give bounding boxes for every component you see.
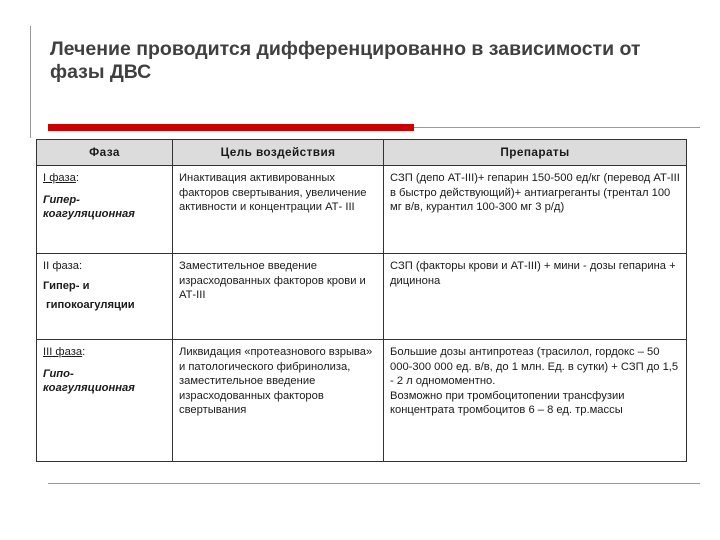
- phase-label: III фаза: [43, 346, 83, 358]
- table-row: [37, 340, 687, 462]
- goal-cell: Инактивация активированных факторов свертывания, увеличение активности и концентрации АТ- III: [173, 166, 384, 254]
- phase-label-line: [43, 171, 166, 186]
- phase-name: Гипо- коагуляционная: [43, 367, 135, 394]
- header-phase: Фаза: [37, 140, 173, 166]
- drugs-cell: Большие дозы антипротеаз (трасилол, гордокс – 50 000-300 000 ед. в/в, до 1 млн. Ед. в сутки) + СЗП до 1,5 - 2 л одномоментно. Возможно при тромбоцитопении трансфузии концентрата тромбоцитов 6 – 8 ед. тр.массы: [384, 340, 687, 462]
- drugs-cell: СЗП (факторы крови и АТ-III) + мини - дозы гепарина + дицинона: [384, 254, 687, 340]
- phase-label-line: [43, 345, 166, 360]
- treatment-table: [36, 139, 687, 462]
- footer-rule: [48, 483, 700, 484]
- phase-colon: :: [75, 172, 79, 184]
- phase-name: Гипер- и: [43, 279, 90, 292]
- phase-label: I фаза: [43, 172, 76, 184]
- goal-cell: Заместительное введение израсходованных факторов крови и АТ-III: [173, 254, 384, 340]
- title-underline: [414, 127, 700, 128]
- phase-name: Гипер- коагуляционная: [43, 193, 135, 220]
- phase-label: II фаза:: [43, 260, 83, 272]
- accent-bar: [48, 124, 414, 131]
- phase-colon: :: [82, 346, 86, 358]
- slide-title: Лечение проводится дифференцированно в зависимости от фазы ДВС: [50, 38, 641, 83]
- table-row: [37, 166, 687, 254]
- phase-cell: [37, 254, 173, 340]
- phase-cell: [37, 340, 173, 462]
- phase-name-continued: гипокоагуляции: [46, 299, 135, 311]
- left-vertical-rule: [30, 26, 31, 138]
- phase-cell: [37, 166, 173, 254]
- table-header-row: [37, 140, 687, 166]
- header-goal: Цель воздействия: [173, 140, 384, 166]
- header-drugs: Препараты: [384, 140, 687, 166]
- drugs-cell: СЗП (депо АТ-III)+ гепарин 150-500 ед/кг (перевод АТ-III в быстро действующий)+ антиагреганты (трентал 100 мг в/в, курантил 100-300 мг 3 р/д): [384, 166, 687, 254]
- table-row: [37, 254, 687, 340]
- goal-cell: Ликвидация «протеазнового взрыва» и патологического фибринолиза, заместительное введение израсходованных факторов свертывания: [173, 340, 384, 462]
